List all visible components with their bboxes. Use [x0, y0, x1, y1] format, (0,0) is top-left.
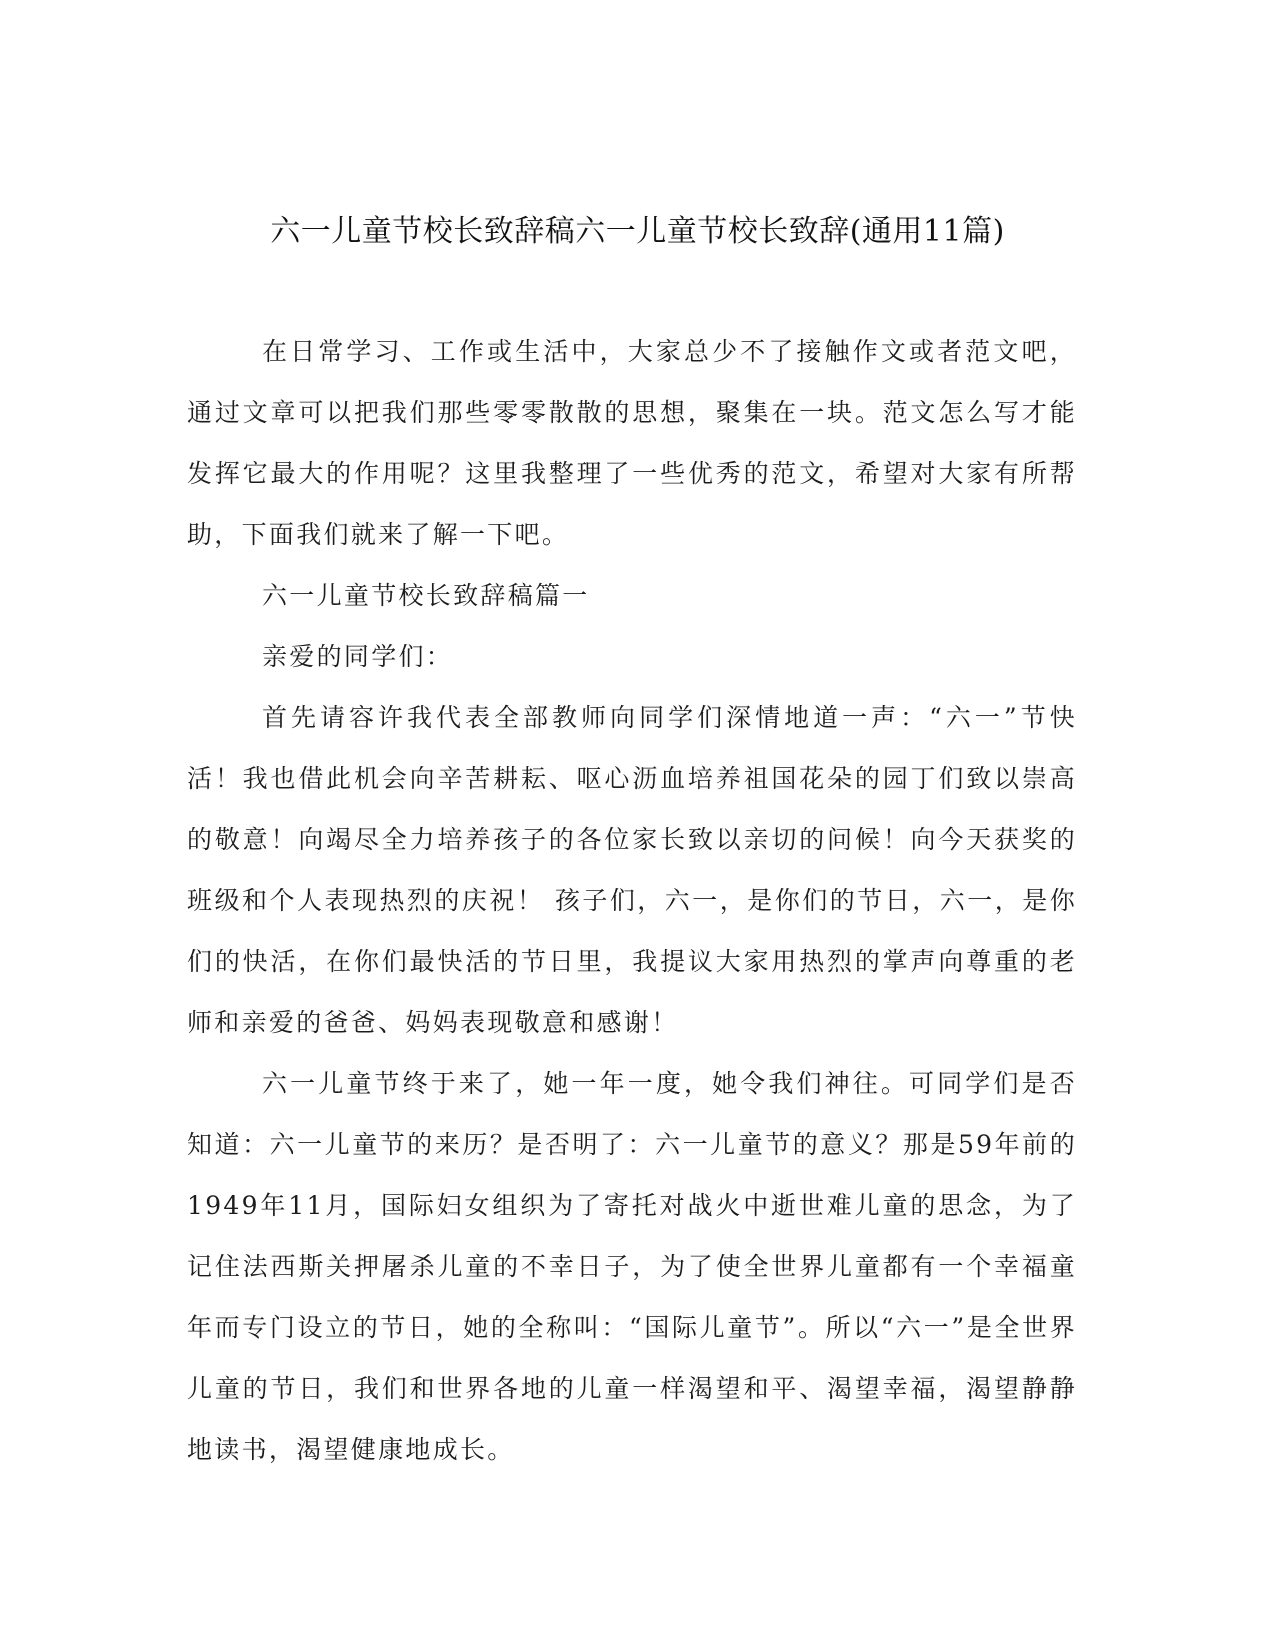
body-paragraph: 六一儿童节终于来了，她一年一度，她令我们神往。可同学们是否知道：六一儿童节的来历？是否明了：六一儿童节的意义？那是59年前的1949年11月，国际妇女组织为了寄托对战火中逝世难儿童的思念，为了记住法西斯关押屠杀儿童的不幸日子，为了使全世界儿童都有一个幸福童年而专门设立的节日，她的全称叫：“国际儿童节”。所以“六一”是全世界儿童的节日，我们和世界各地的儿童一样渴望和平、渴望幸福，渴望静静地读书，渴望健康地成长。 [187, 1069, 1077, 1464]
intro-paragraph: 在日常学习、工作或生活中，大家总少不了接触作文或者范文吧，通过文章可以把我们那些零零散散的思想，聚集在一块。范文怎么写才能发挥它最大的作用呢？这里我整理了一些优秀的范文，希望对大家有所帮助，下面我们就来了解一下吧。 [187, 337, 1077, 549]
salutation: 亲爱的同学们： [262, 642, 454, 671]
section-heading: 六一儿童节校长致辞稿篇一 [262, 581, 590, 610]
document-title: 六一儿童节校长致辞稿六一儿童节校长致辞(通用11篇) [270, 214, 1005, 249]
body-paragraph: 首先请容许我代表全部教师向同学们深情地道一声：“六一”节快活！我也借此机会向辛苦耕耘、呕心沥血培养祖国花朵的园丁们致以崇高的敬意！向竭尽全力培养孩子的各位家长致以亲切的问候！向今天获奖的班级和个人表现热烈的庆祝！ 孩子们，六一，是你们的节日，六一，是你们的快活，在你们最快活的节日里，我提议大家用热烈的掌声向尊重的老师和亲爱的爸爸、妈妈表现敬意和感谢！ [187, 703, 1077, 1037]
document-body [187, 321, 1077, 1480]
